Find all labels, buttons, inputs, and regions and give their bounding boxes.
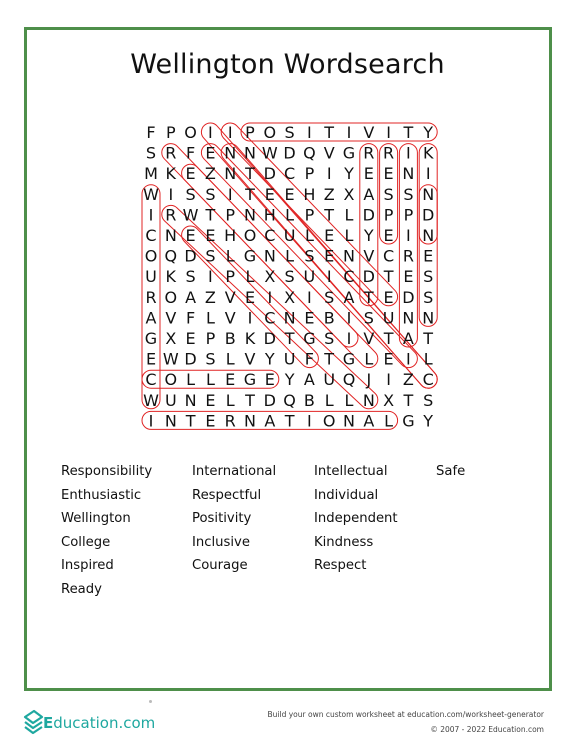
grid-letter: N xyxy=(422,226,435,245)
grid-letter: G xyxy=(144,329,158,348)
grid-letter: E xyxy=(383,287,394,307)
grid-letter: B xyxy=(224,329,236,348)
grid-letter: T xyxy=(245,184,255,204)
grid-letter: Y xyxy=(423,123,434,142)
grid-letter: S xyxy=(304,246,315,266)
grid-letter: C xyxy=(145,370,157,390)
grid-letter: R xyxy=(224,411,236,431)
grid-letter: D xyxy=(362,267,375,287)
grid-letter: A xyxy=(343,287,355,307)
grid-letter: N xyxy=(283,308,296,328)
grid-letter: I xyxy=(307,411,312,431)
grid-letter: I xyxy=(307,287,312,307)
word-column xyxy=(192,464,276,582)
grid-letter: L xyxy=(324,390,334,410)
grid-letter: U xyxy=(303,267,316,287)
grid-letter: I xyxy=(307,123,312,142)
grid-letter: R xyxy=(165,205,177,225)
grid-letter: S xyxy=(363,308,374,328)
grid-letter: D xyxy=(263,390,276,410)
word-column xyxy=(61,464,152,605)
grid-letter: L xyxy=(384,411,394,431)
grid-letter: S xyxy=(205,246,216,266)
grid-letter: E xyxy=(185,164,196,184)
grid-letter: S xyxy=(185,267,196,287)
grid-letter: S xyxy=(383,184,394,204)
word-item: Wellington xyxy=(61,511,131,526)
grid-letter: C xyxy=(284,164,296,184)
grid-letter: T xyxy=(284,411,295,431)
word-column xyxy=(436,464,465,488)
grid-letter: W xyxy=(162,349,179,369)
grid-letter: H xyxy=(303,184,316,204)
grid-letter: P xyxy=(205,329,216,348)
grid-letter: N xyxy=(263,246,276,266)
grid-letter: A xyxy=(363,411,375,431)
word-item: International xyxy=(192,464,277,479)
grid-letter: A xyxy=(185,287,197,307)
grid-letter: O xyxy=(184,123,197,142)
grid-letter: R xyxy=(363,143,375,163)
grid-letter: I xyxy=(148,205,154,225)
grid-letter: N xyxy=(422,184,435,204)
grid-letter: E xyxy=(363,164,374,184)
grid-letter: E xyxy=(185,226,196,245)
grid-letter: I xyxy=(227,123,233,142)
grid-letter: G xyxy=(243,246,257,266)
grid-letter: L xyxy=(205,370,215,390)
grid-letter: G xyxy=(402,411,415,431)
grid-letter: G xyxy=(342,143,356,163)
grid-letter: Q xyxy=(303,143,316,163)
grid-letter: V xyxy=(165,308,177,328)
word-item: Kindness xyxy=(314,534,374,550)
grid-letter: I xyxy=(406,349,411,369)
grid-letter: N xyxy=(224,143,237,163)
grid-letter: T xyxy=(423,329,434,348)
grid-letter: E xyxy=(225,370,236,390)
grid-letter: L xyxy=(344,205,354,225)
grid-letter: E xyxy=(324,226,335,245)
grid-letter: V xyxy=(224,287,236,307)
grid-letter: I xyxy=(406,143,411,163)
grid-letter: L xyxy=(225,390,235,410)
grid-letter: G xyxy=(342,349,356,369)
grid-letter: G xyxy=(303,329,316,348)
grid-letter: V xyxy=(224,308,236,328)
grid-letter: S xyxy=(185,184,196,204)
grid-letter: N xyxy=(343,411,355,431)
grid-letter: D xyxy=(263,164,276,184)
grid-letter: L xyxy=(225,246,235,266)
grid-letter: N xyxy=(164,226,177,245)
grid-letter: S xyxy=(205,184,216,204)
grid-letter: I xyxy=(208,267,213,287)
grid-letter: N xyxy=(244,205,256,225)
grid-letter: K xyxy=(165,164,177,184)
grid-letter: R xyxy=(402,246,414,266)
grid-letter: S xyxy=(324,287,335,307)
grid-letter: C xyxy=(422,370,434,390)
grid-letter: S xyxy=(284,267,295,287)
grid-letter: Y xyxy=(264,349,275,369)
grid-letter: B xyxy=(323,308,335,328)
grid-letter: E xyxy=(244,287,256,307)
grid-letter: E xyxy=(185,329,196,348)
grid-letter: U xyxy=(283,349,296,369)
grid-letter: Y xyxy=(344,164,354,184)
grid-letter: F xyxy=(304,349,315,369)
word-item: Inspired xyxy=(61,558,114,573)
grid-letter: P xyxy=(383,205,394,225)
grid-letter: S xyxy=(423,287,434,307)
grid-letter: E xyxy=(205,143,216,163)
grid-letter: R xyxy=(165,143,177,163)
grid-letter: I xyxy=(326,267,332,287)
grid-letter: P xyxy=(304,164,315,184)
grid-letter: D xyxy=(263,329,276,348)
education-logo-icon xyxy=(22,703,44,735)
grid-letter: G xyxy=(243,370,257,390)
grid-letter: K xyxy=(165,267,177,287)
word-item: Ready xyxy=(61,581,102,597)
grid-letter: N xyxy=(184,390,197,410)
grid-letter: X xyxy=(264,267,276,287)
grid-letter: T xyxy=(284,329,295,348)
grid-letter: Y xyxy=(363,226,374,245)
grid-letter: T xyxy=(185,411,196,431)
grid-letter: Z xyxy=(323,184,335,204)
grid-letter: E xyxy=(383,349,394,369)
grid-letter: T xyxy=(205,205,216,225)
word-item: Individual xyxy=(314,487,379,503)
grid-letter: C xyxy=(145,226,157,245)
grid-letter: Q xyxy=(283,390,296,410)
word-item: Positivity xyxy=(192,511,252,526)
grid-letter: D xyxy=(402,287,415,307)
word-item: Courage xyxy=(192,558,248,573)
page-title: Wellington Wordsearch xyxy=(130,49,445,80)
grid-letter: I xyxy=(406,226,411,245)
grid-letter: M xyxy=(144,164,158,184)
grid-letter: Z xyxy=(402,370,414,390)
grid-letter: I xyxy=(148,411,154,431)
grid-letter: N xyxy=(362,390,375,410)
grid-letter: S xyxy=(423,390,434,410)
grid-letter: U xyxy=(323,370,336,390)
grid-letter: T xyxy=(363,287,374,307)
grid-letter: L xyxy=(304,226,314,245)
word-item: Respect xyxy=(314,558,367,573)
grid-letter: N xyxy=(164,411,177,431)
grid-letter: E xyxy=(145,349,157,369)
grid-letter: P xyxy=(403,205,414,225)
grid-letter: E xyxy=(324,246,335,266)
word-item: College xyxy=(61,534,111,550)
grid-letter: T xyxy=(324,123,335,142)
grid-letter: I xyxy=(326,164,332,184)
grid-letter: T xyxy=(383,329,394,348)
grid-letter: I xyxy=(346,123,352,142)
grid-letter: I xyxy=(386,123,391,142)
grid-letter: X xyxy=(165,329,177,348)
grid-letter: Z xyxy=(204,287,216,307)
grid-letter: Y xyxy=(284,370,295,390)
word-item: Inclusive xyxy=(192,534,250,550)
grid-letter: F xyxy=(146,123,156,142)
grid-letter: D xyxy=(422,205,435,225)
grid-letter: F xyxy=(185,143,196,163)
grid-letter: F xyxy=(185,308,196,328)
grid-letter: R xyxy=(383,143,395,163)
grid-letter: E xyxy=(403,267,414,287)
grid-letter: X xyxy=(284,287,296,307)
grid-letter: E xyxy=(205,411,216,431)
grid-letter: I xyxy=(346,329,352,348)
grid-letter: E xyxy=(205,226,216,245)
grid-letter: W xyxy=(261,143,278,163)
grid-letter: S xyxy=(324,329,335,348)
brand-name[interactable]: Education.com xyxy=(43,714,156,732)
grid-letter: I xyxy=(386,370,391,390)
grid-letter: S xyxy=(284,123,295,142)
grid-letter: E xyxy=(264,184,275,204)
grid-letter: E xyxy=(264,370,275,390)
grid-letter: E xyxy=(304,308,315,328)
grid-letter: H xyxy=(224,226,237,245)
grid-letter: S xyxy=(403,184,414,204)
grid-letter: D xyxy=(184,349,197,369)
grid-letter: U xyxy=(382,308,395,328)
grid-letter: S xyxy=(145,143,157,163)
grid-letter: B xyxy=(303,390,315,410)
grid-letter: D xyxy=(362,205,375,225)
grid-letter: C xyxy=(264,308,276,328)
grid-letter: U xyxy=(164,390,177,410)
grid-letter: N xyxy=(224,164,237,184)
grid-letter: E xyxy=(284,184,295,204)
grid-letter: R xyxy=(145,287,157,307)
grid-letter: T xyxy=(403,390,414,410)
grid-letter: S xyxy=(205,349,216,369)
grid-letter: N xyxy=(422,308,435,328)
grid-letter: D xyxy=(283,143,296,163)
grid-letter: Z xyxy=(204,164,216,184)
word-item: Independent xyxy=(314,511,398,526)
grid-letter: E xyxy=(205,390,216,410)
grid-letter: N xyxy=(244,411,256,431)
grid-letter: I xyxy=(425,164,431,184)
word-item: Safe xyxy=(436,464,466,479)
grid-letter: I xyxy=(168,184,174,204)
grid-letter: X xyxy=(383,390,395,410)
grid-letter: W xyxy=(143,390,159,410)
grid-letter: O xyxy=(243,226,257,245)
grid-letter: A xyxy=(363,184,375,204)
grid-letter: V xyxy=(363,123,375,142)
grid-letter: W xyxy=(143,184,159,204)
grid-letter: A xyxy=(402,329,414,348)
grid-letter: W xyxy=(182,205,199,225)
grid-letter: S xyxy=(423,267,434,287)
grid-letter: Q xyxy=(342,370,356,390)
grid-letter: V xyxy=(363,329,375,348)
grid-letter: L xyxy=(423,349,433,369)
grid-letter: N xyxy=(244,143,256,163)
grid-letter: E xyxy=(423,246,434,266)
grid-letter: Q xyxy=(164,246,178,266)
grid-letter: P xyxy=(225,267,236,287)
word-item: Responsibility xyxy=(61,464,153,479)
grid-letter: E xyxy=(383,226,394,245)
grid-letter: L xyxy=(364,349,374,369)
decorative-dot xyxy=(149,700,152,703)
grid-letter: L xyxy=(186,370,196,390)
grid-letter: H xyxy=(263,205,276,225)
grid-letter: L xyxy=(344,390,354,410)
grid-letter: O xyxy=(144,246,158,266)
grid-letter: I xyxy=(227,184,233,204)
grid-letter: P xyxy=(165,123,176,142)
grid-letter: X xyxy=(343,184,355,204)
grid-letter: T xyxy=(324,205,335,225)
grid-letter: T xyxy=(383,267,394,287)
grid-letter: O xyxy=(164,370,178,390)
grid-letter: N xyxy=(402,164,415,184)
grid-letter: T xyxy=(324,349,335,369)
grid-letter: V xyxy=(244,349,256,369)
grid-letter: K xyxy=(422,143,434,163)
grid-letter: L xyxy=(245,267,255,287)
grid-letter: L xyxy=(344,226,354,245)
grid-letter: O xyxy=(322,411,336,431)
grid-letter: L xyxy=(285,246,295,266)
grid-letter: A xyxy=(145,308,157,328)
grid-letter: L xyxy=(225,349,235,369)
grid-letter: P xyxy=(225,205,236,225)
grid-letter: A xyxy=(303,370,315,390)
grid-letter: P xyxy=(304,205,315,225)
word-item: Enthusiastic xyxy=(61,487,142,503)
grid-letter: L xyxy=(205,308,215,328)
grid-letter: C xyxy=(264,226,276,245)
grid-letter: T xyxy=(245,164,255,184)
grid-letter: V xyxy=(363,246,375,266)
grid-letter: O xyxy=(263,123,277,142)
grid-letter: L xyxy=(285,205,295,225)
grid-letter: J xyxy=(366,370,372,390)
word-item: Intellectual xyxy=(314,464,388,479)
grid-letter: Y xyxy=(423,411,434,431)
grid-letter: I xyxy=(208,123,213,142)
grid-letter: I xyxy=(346,308,352,328)
grid-letter: D xyxy=(184,246,197,266)
grid-letter: C xyxy=(383,246,395,266)
grid-letter: V xyxy=(323,143,335,163)
grid-letter: O xyxy=(164,287,178,307)
grid-letter: C xyxy=(343,267,355,287)
grid-letter: P xyxy=(245,123,255,142)
word-item: Respectful xyxy=(192,487,262,503)
grid-letter: K xyxy=(244,329,256,348)
grid-letter: T xyxy=(245,390,255,410)
grid-letter: T xyxy=(403,123,414,142)
grid-letter: E xyxy=(383,164,394,184)
word-column xyxy=(314,464,398,582)
grid-letter: I xyxy=(247,308,253,328)
footer-note: Build your own custom worksheet at education.com/worksheet-generator xyxy=(267,710,544,719)
grid-letter: U xyxy=(283,226,296,245)
grid-letter: U xyxy=(145,267,157,287)
grid-letter: A xyxy=(264,411,276,431)
grid-letter: N xyxy=(402,308,415,328)
grid-letter: N xyxy=(343,246,355,266)
footer-copyright: © 2007 - 2022 Education.com xyxy=(430,725,544,734)
grid-letter: I xyxy=(267,287,273,307)
